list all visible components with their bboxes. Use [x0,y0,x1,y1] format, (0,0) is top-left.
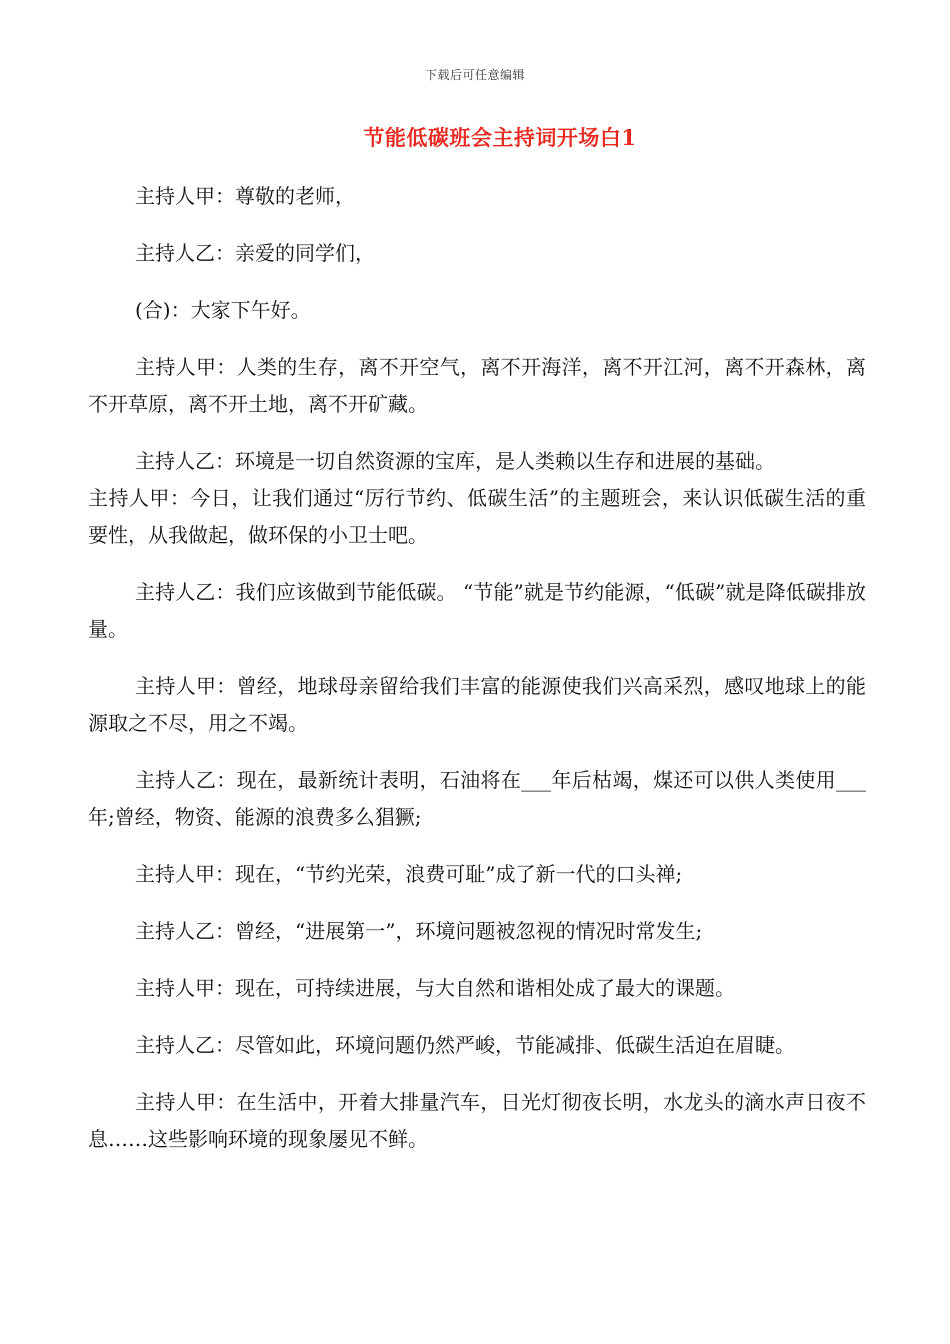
paragraph: 主持人甲：在生活中，开着大排量汽车，日光灯彻夜长明，水龙头的滴水声日夜不息……这些影响环境的现象屡见不鲜。 [88,1090,866,1151]
paragraph: 主持人乙：曾经，“进展第一”，环境问题被忽视的情况时常发生; [135,919,703,943]
paragraph: 主持人乙：现在，最新统计表明，石油将在___年后枯竭，煤还可以供人类使用___年;曾经，物资、能源的浪费多么猖獗; [88,768,866,829]
paragraph: 主持人甲：人类的生存，离不开空气，离不开海洋，离不开江河，离不开森林，离不开草原，离不开土地，离不开矿藏。 [88,355,866,416]
paragraph: (合)：大家下午好。 [135,298,311,322]
document-body [88,178,866,1178]
paragraph: 主持人乙：我们应该做到节能低碳。 “节能”就是节约能源，“低碳”就是降低碳排放量。 [88,580,866,641]
paragraph: 主持人甲：现在，“节约光荣，浪费可耻”成了新一代的口头禅; [135,862,683,886]
paragraph: 主持人乙：尽管如此，环境问题仍然严峻，节能减排、低碳生活迫在眉睫。 [135,1033,795,1057]
paragraph: 主持人甲：尊敬的老师， [135,184,355,208]
header-note: 下载后可任意编辑 [424,68,525,82]
document-title: 节能低碳班会主持词开场白1 [363,125,637,150]
paragraph: 主持人乙：亲爱的同学们， [135,241,375,265]
paragraph: 主持人乙：环境是一切自然资源的宝库，是人类赖以生存和进展的基础。 [135,449,775,473]
paragraph: 主持人甲：曾经，地球母亲留给我们丰富的能源使我们兴高采烈，感叹地球上的能源取之不尽，用之不竭。 [88,674,866,735]
paragraph: 主持人甲：现在，可持续进展，与大自然和谐相处成了最大的课题。 [135,976,735,1000]
paragraph: 主持人甲：今日，让我们通过“厉行节约、低碳生活”的主题班会，来认识低碳生活的重要性，从我做起，做环保的小卫士吧。 [88,486,866,547]
